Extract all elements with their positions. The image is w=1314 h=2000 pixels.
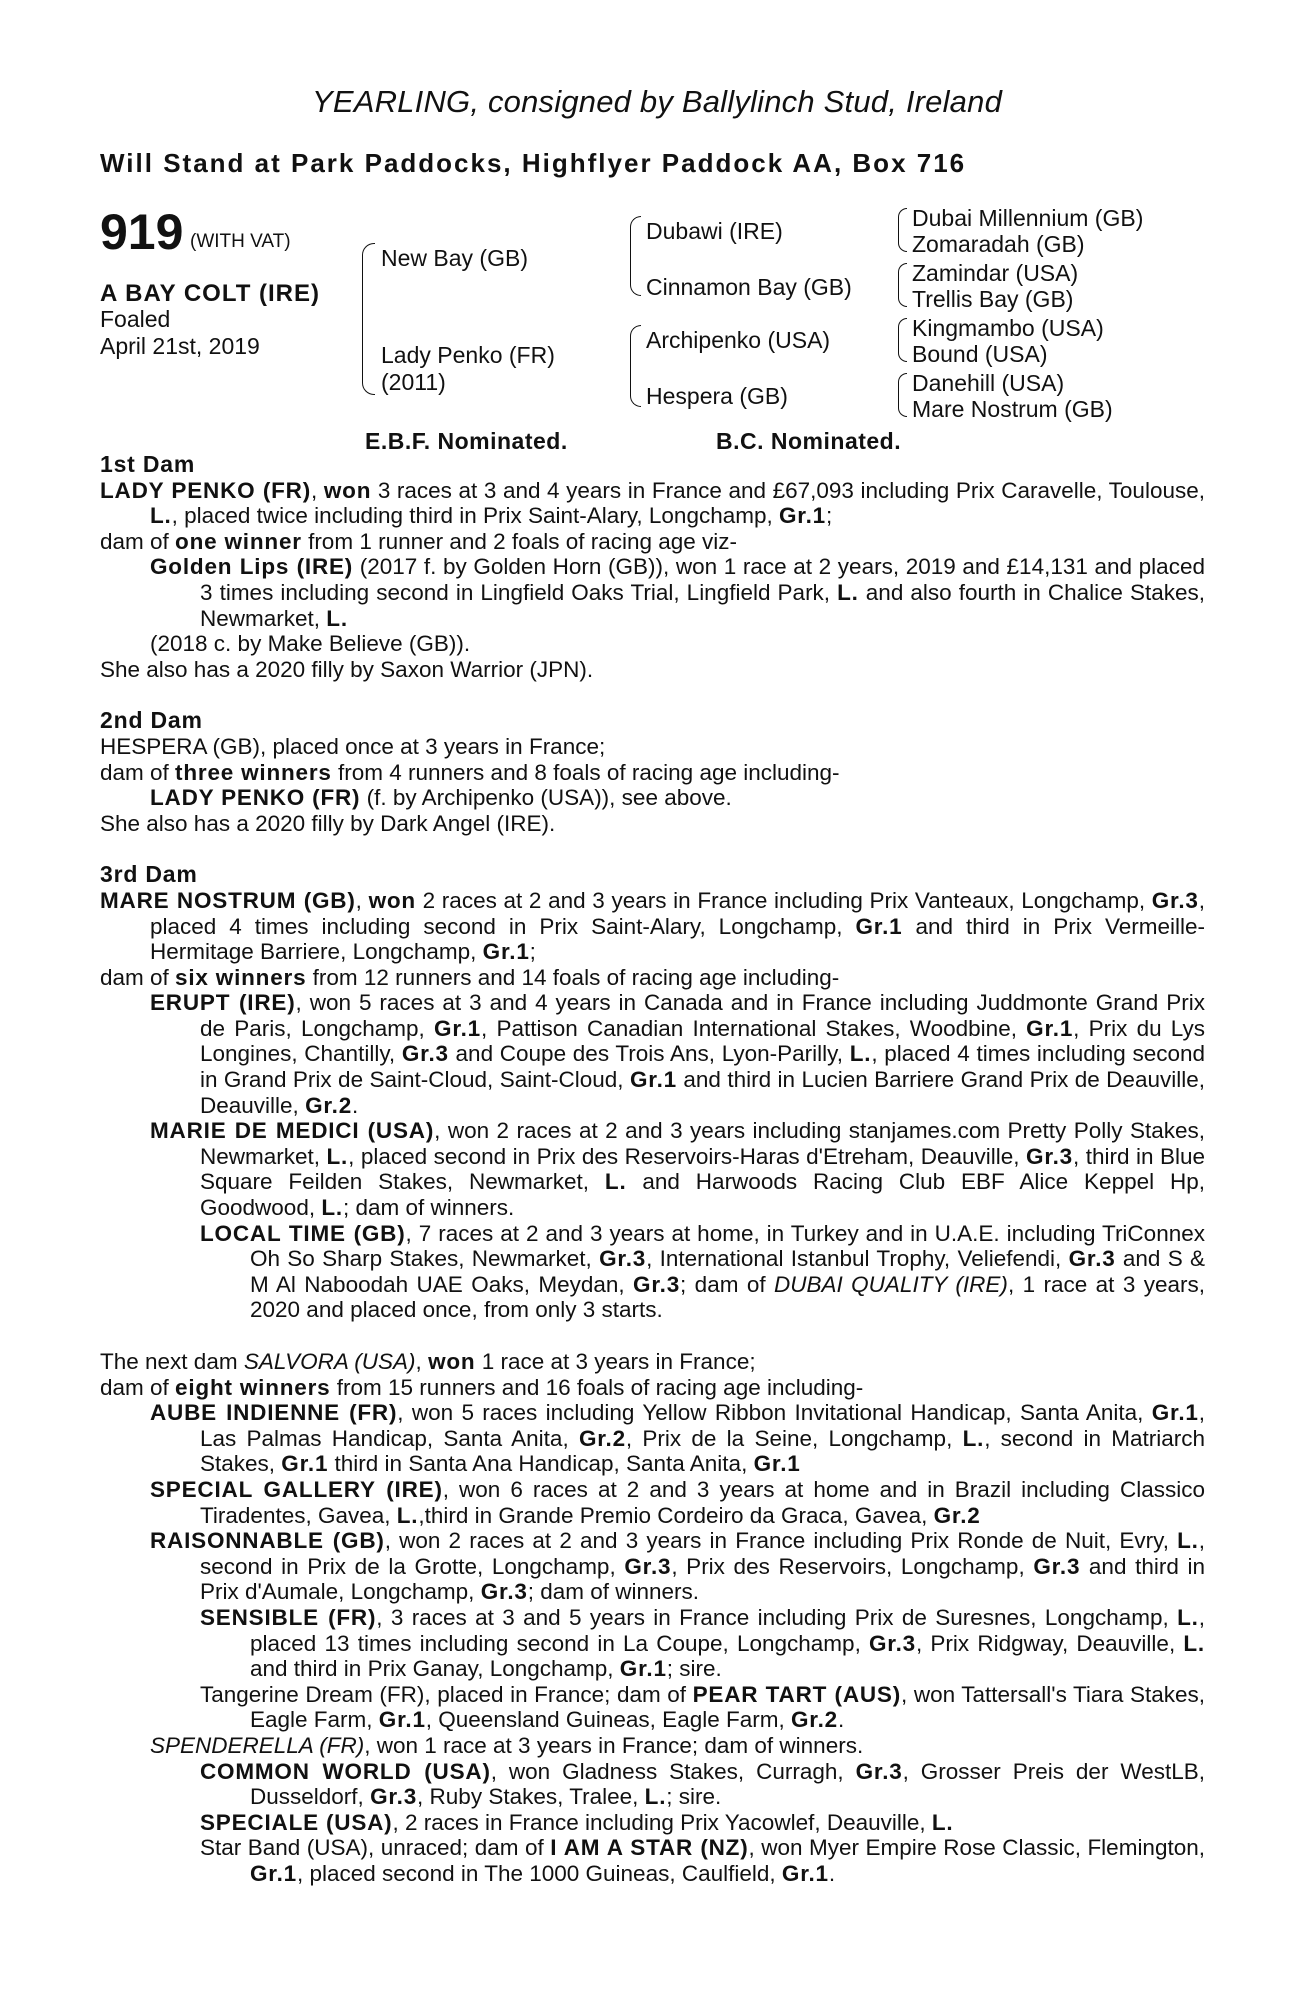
produce-entry: Tangerine Dream (FR), placed in France; dam of PEAR TART (AUS), won Tattersall's Tiara Stakes, Eagle Farm, Gr.1, Queensland Guineas, Eagle Farm, Gr.2. [200,1681,1205,1733]
dam-produce: dam of six winners from 12 runners and 14 foals of racing age including- [100,964,840,990]
produce-entry: RAISONNABLE (GB), won 2 races at 2 and 3 years in France including Prix Ronde de Nuit, Evry, L., second in Prix de la Grotte, Longchamp, Gr.3, Prix des Reservoirs, Longchamp, Gr.3 and third in Prix d'Aumale, Longchamp, Gr.3; dam of winners. [150,1528,1205,1605]
produce-entry: SPENDERELLA (FR), won 1 race at 3 years in France; dam of winners. [150,1732,864,1758]
ebf-nominated: E.B.F. Nominated. [365,428,568,454]
lot-number: 919 [100,204,184,260]
ped-ssd: Zomaradah (GB) [912,231,1085,257]
produce-entry: AUBE INDIENNE (FR), won 5 races including Yellow Ribbon Invitational Handicap, Santa Anita, Gr.1, Las Palmas Handicap, Santa Anita, Gr.2, Prix de la Seine, Longchamp, L., second in Matriarch Stakes, Gr.1 third in Santa Ana Handicap, Santa Anita, Gr.1 [150,1400,1206,1477]
ped-dsd: Bound (USA) [912,341,1048,367]
produce-note: She also has a 2020 filly by Dark Angel (IRE). [100,810,556,836]
ped-ddd: Mare Nostrum (GB) [912,396,1113,422]
brace-gp2 [898,263,907,307]
produce-entry: (2018 c. by Make Believe (GB)). [150,631,471,657]
ped-dam-year: (2011) [381,369,446,395]
foaled-date: April 21st, 2019 [100,333,260,359]
ped-sss: Dubai Millennium (GB) [912,205,1144,231]
dam-produce: dam of eight winners from 15 runners and 16 foals of racing age including- [100,1374,864,1400]
dam-record: HESPERA (GB), placed once at 3 years in France; [100,733,606,759]
vat-note: (WITH VAT) [190,231,291,252]
ped-sire-dam: Cinnamon Bay (GB) [646,274,852,300]
brace-gp3 [898,318,907,362]
produce-entry: MARIE DE MEDICI (USA), won 2 races at 2 and 3 years including stanjames.com Pretty Polly Stakes, Newmarket, L., placed second in Prix des Reservoirs-Haras d'Etreham, Deauville, Gr.3, third in Blue Square Feilden Stakes, Newmarket, L. and Harwoods Racing Club EBF Alice Keppel Hp, Goodwood, L.; dam of winners. [150,1118,1206,1221]
brace-gp1 [898,208,907,252]
dam-record: The next dam SALVORA (USA), won 1 race at 3 years in France; [100,1349,756,1374]
first-dam-section [100,452,1205,682]
produce-entry: COMMON WORLD (USA), won Gladness Stakes, Curragh, Gr.3, Grosser Preis der WestLB, Dusseldorf, Gr.3, Ruby Stakes, Tralee, L.; sire. [200,1758,1205,1810]
brace-gp4 [898,373,907,417]
dam-produce: dam of one winner from 1 runner and 2 foals of racing age viz- [100,528,738,554]
produce-entry: SPECIALE (USA), 2 races in France including Prix Yacowlef, Deauville, L. [200,1809,954,1835]
dam-record: LADY PENKO (FR), won 3 races at 3 and 4 years in France and £67,093 including Prix Caravelle, Toulouse, L., placed twice including third in Prix Saint-Alary, Longchamp, Gr.1; [100,477,1205,529]
ped-dam-dam: Hespera (GB) [646,383,788,409]
brace-sire-parents [630,216,641,296]
catalogue-body [100,452,1205,1886]
foaled-label: Foaled [100,306,171,332]
bc-nominated: B.C. Nominated. [716,428,902,454]
second-dam-section [100,708,1205,836]
produce-entry: ERUPT (IRE), won 5 races at 3 and 4 years in Canada and in France including Juddmonte Grand Prix de Paris, Longchamp, Gr.1, Pattison Canadian International Stakes, Woodbine, Gr.1, Prix du Lys Longines, Chantilly, Gr.3 and Coupe des Trois Ans, Lyon-Parilly, L., placed 4 times including second in Grand Prix de Saint-Cloud, Saint-Cloud, Gr.1 and third in Lucien Barriere Grand Prix de Deauville, Deauville, Gr.2. [150,990,1206,1118]
produce-entry: LADY PENKO (FR) (f. by Archipenko (USA)), see above. [150,785,732,811]
produce-entry: LOCAL TIME (GB), 7 races at 2 and 3 years at home, in Turkey and in U.A.E. including TriConnex Oh So Sharp Stakes, Newmarket, Gr.3, International Istanbul Trophy, Veliefendi, Gr.3 and S & M Al Naboodah UAE Oaks, Meydan, Gr.3; dam of DUBAI QUALITY (IRE), 1 race at 3 years, 2020 and placed once, from only 3 starts. [200,1220,1205,1323]
ped-dss: Kingmambo (USA) [912,315,1104,341]
section-heading: 1st Dam [100,451,196,477]
produce-note: She also has a 2020 filly by Saxon Warrior (JPN). [100,656,594,682]
consignment-line: YEARLING, consigned by Ballylinch Stud, Ireland [311,84,1003,119]
ped-dds: Danehill (USA) [912,370,1065,396]
third-dam-section [100,862,1205,1323]
box-location: Will Stand at Park Paddocks, Highflyer Paddock AA, Box 716 [100,148,967,178]
produce-entry: Star Band (USA), unraced; dam of I AM A STAR (NZ), won Myer Empire Rose Classic, Flemington, Gr.1, placed second in The 1000 Guineas, Caulfield, Gr.1. [200,1835,1205,1886]
ped-dam-sire: Archipenko (USA) [646,327,831,353]
ped-sire-sire: Dubawi (IRE) [646,218,783,244]
ped-sdd: Trellis Bay (GB) [912,286,1074,312]
ped-dam: Lady Penko (FR) [381,342,555,368]
produce-entry: SPECIAL GALLERY (IRE), won 6 races at 2 and 3 years at home and in Brazil including Classico Tiradentes, Gavea, L.,third in Grande Premio Cordeiro da Graca, Gavea, Gr.2 [150,1476,1205,1528]
dam-produce: dam of three winners from 4 runners and 8 foals of racing age including- [100,759,840,785]
section-heading: 2nd Dam [100,707,203,734]
section-heading: 3rd Dam [100,861,198,888]
ped-sds: Zamindar (USA) [912,260,1079,286]
lot-title: A BAY COLT (IRE) [100,280,321,307]
brace-sire-dam [362,243,375,395]
ped-sire: New Bay (GB) [381,245,528,271]
next-dam-section [100,1349,1205,1886]
produce-entry: SENSIBLE (FR), 3 races at 3 and 5 years in France including Prix de Suresnes, Longchamp, L., placed 13 times including second in La Coupe, Longchamp, Gr.3, Prix Ridgway, Deauville, L. and third in Prix Ganay, Longchamp, Gr.1; sire. [200,1604,1205,1682]
dam-record: MARE NOSTRUM (GB), won 2 races at 2 and 3 years in France including Prix Vanteaux, Longchamp, Gr.3, placed 4 times including second in Prix Saint-Alary, Longchamp, Gr.1 and third in Prix Vermeille-Hermitage Barriere, Longchamp, Gr.1; [100,887,1205,965]
brace-dam-parents [630,325,641,407]
produce-entry: Golden Lips (IRE) (2017 f. by Golden Horn (GB)), won 1 race at 2 years, 2019 and £14,131 and placed 3 times including second in Lingfield Oaks Trial, Lingfield Park, L. and also fourth in Chalice Stakes, Newmarket, L. [150,554,1206,631]
